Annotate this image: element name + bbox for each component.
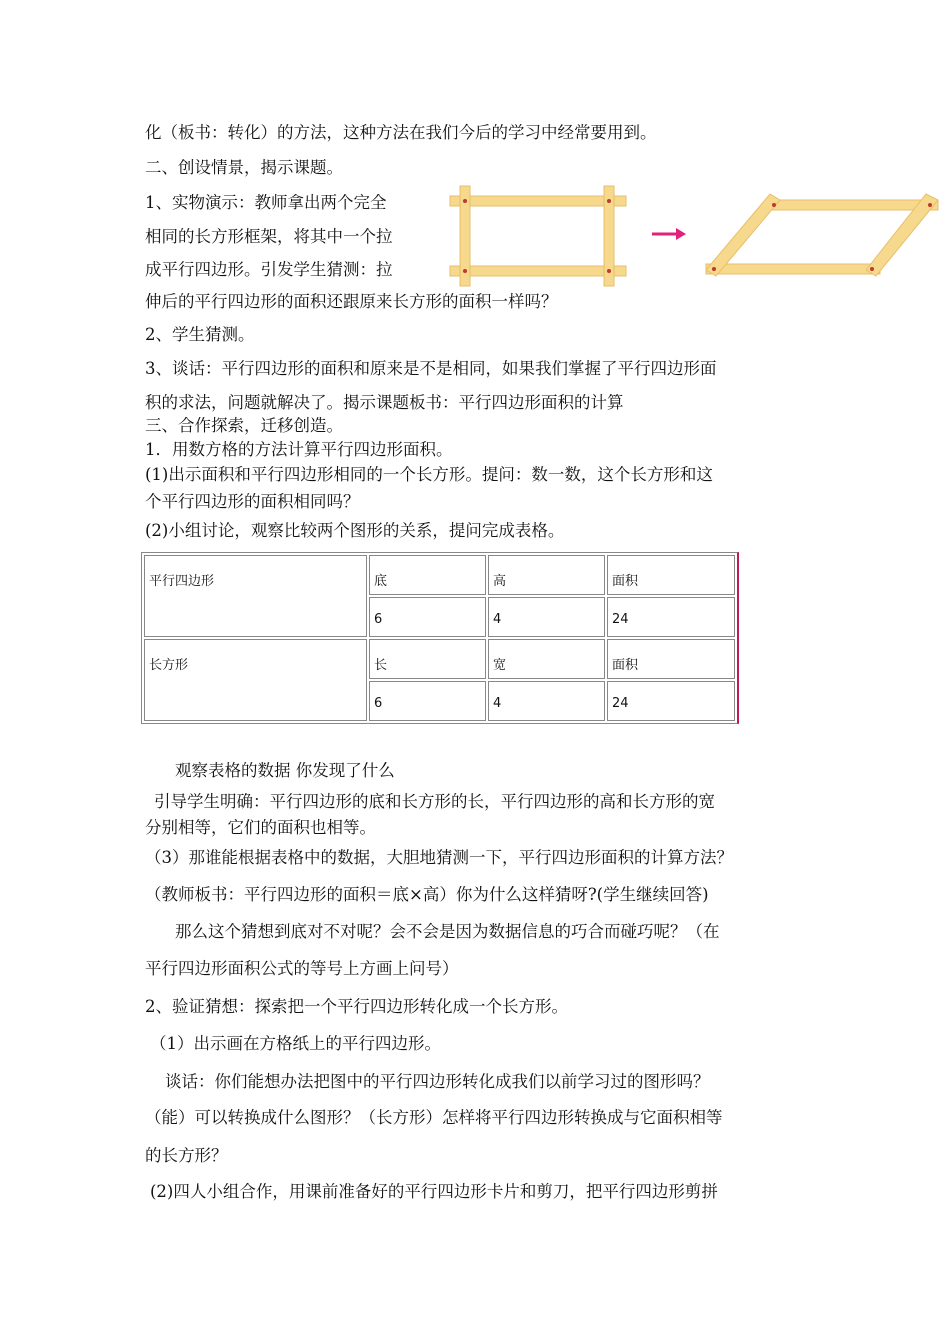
table-cell: 6	[369, 681, 486, 721]
text-line: （能）可以转换成什么图形？（长方形）怎样将平行四边形转换成与它面积相等	[145, 1108, 723, 1127]
text-line: 个平行四边形的面积相同吗？	[145, 492, 360, 511]
table-row	[144, 639, 735, 679]
text-line: (2)小组讨论，观察比较两个图形的关系，提问完成表格。	[145, 521, 565, 540]
table-header-cell: 面积	[607, 555, 735, 595]
text-line: 2、学生猜测。	[145, 325, 255, 344]
table-header-cell: 面积	[607, 639, 735, 679]
table-header-cell: 长	[369, 639, 486, 679]
table-cell-shape: 长方形	[144, 639, 367, 721]
comparison-table	[141, 552, 739, 724]
table-cell-shape: 平行四边形	[144, 555, 367, 637]
text-line: 积的求法，问题就解决了。揭示课题板书：平行四边形面积的计算	[145, 393, 624, 412]
text-line: （1）出示画在方格纸上的平行四边形。	[150, 1034, 441, 1053]
text-line: 引导学生明确：平行四边形的底和长方形的长，平行四边形的高和长方形的宽	[154, 792, 715, 811]
text-line: （教师板书：平行四边形的面积＝底×高）你为什么这样猜呀?(学生继续回答)	[145, 885, 709, 904]
nail-dots	[463, 199, 611, 273]
text-line: 1、实物演示：教师拿出两个完全	[145, 193, 387, 212]
text-line: 那么这个猜想到底对不对呢？会不会是因为数据信息的巧合而碰巧呢？（在	[175, 922, 720, 941]
text-line: （3）那谁能根据表格中的数据，大胆地猜测一下，平行四边形面积的计算方法？	[145, 848, 733, 867]
table-header-cell: 底	[369, 555, 486, 595]
text-line: (1)出示面积和平行四边形相同的一个长方形。提问：数一数，这个长方形和这	[145, 465, 713, 484]
parallelogram-frame	[706, 194, 938, 276]
table-cell: 6	[369, 597, 486, 637]
text-line: 2、验证猜想：探索把一个平行四边形转化成一个长方形。	[145, 997, 568, 1016]
text-line: 的长方形？	[145, 1146, 228, 1165]
table-row	[144, 555, 735, 595]
text-line: 1．用数方格的方法计算平行四边形面积。	[145, 440, 453, 459]
text-line: (2)四人小组合作，用课前准备好的平行四边形卡片和剪刀，把平行四边形剪拼	[150, 1182, 718, 1201]
text-line: 成平行四边形。引发学生猜测：拉	[145, 260, 393, 279]
table-cell: 24	[607, 681, 735, 721]
table-cell: 24	[607, 597, 735, 637]
table-header-cell: 宽	[488, 639, 605, 679]
table-header-cell: 高	[488, 555, 605, 595]
text-line: 观察表格的数据 你发现了什么	[175, 761, 395, 780]
text-line: 平行四边形面积公式的等号上方画上问号）	[145, 959, 459, 978]
table-cell: 4	[488, 597, 605, 637]
text-line: 伸后的平行四边形的面积还跟原来长方形的面积一样吗？	[145, 292, 558, 311]
section-heading: 二、创设情景，揭示课题。	[145, 158, 343, 177]
frame-transform-figure	[448, 184, 942, 290]
arrow-icon	[652, 228, 686, 240]
section-heading: 三、合作探索，迁移创造。	[145, 416, 343, 435]
text-line: 相同的长方形框架，将其中一个拉	[145, 227, 393, 246]
rectangle-frame	[450, 186, 626, 286]
table-cell: 4	[488, 681, 605, 721]
text-line: 谈话：你们能想办法把图中的平行四边形转化成我们以前学习过的图形吗？	[165, 1072, 710, 1091]
text-line: 分别相等，它们的面积也相等。	[145, 818, 376, 837]
text-line: 化（板书：转化）的方法，这种方法在我们今后的学习中经常要用到。	[145, 123, 657, 142]
text-line: 3、谈话：平行四边形的面积和原来是不是相同，如果我们掌握了平行四边形面	[145, 359, 717, 378]
